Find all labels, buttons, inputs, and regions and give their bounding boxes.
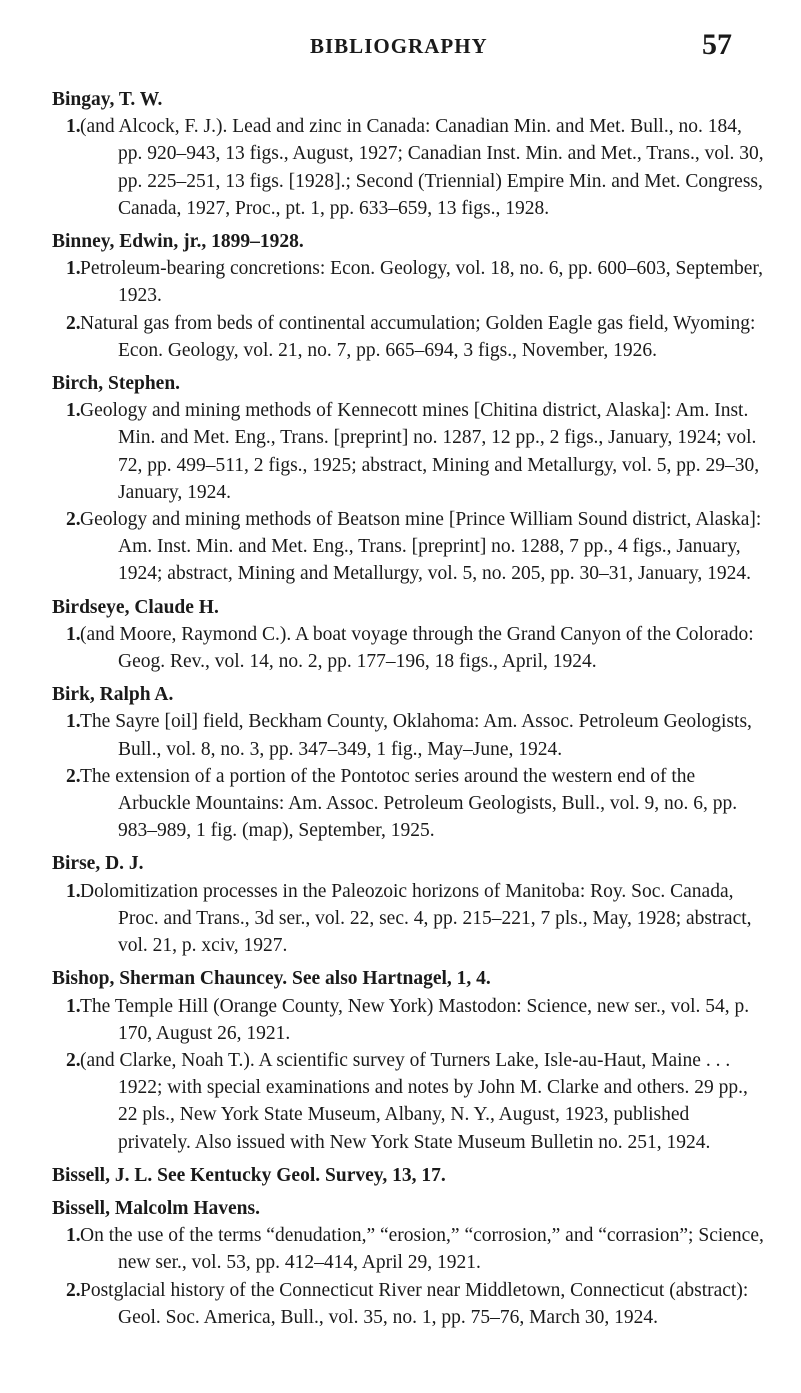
bibliography-entry (52, 1162, 764, 1189)
bibliography-entry (52, 965, 764, 1155)
entry-item (52, 1222, 764, 1276)
item-citation: Postglacial history of the Connecticut River near Middletown, Connecticut (abstract): Geol. Soc. America, Bull., vol. 35, no. 1, pp. 75–76, March 30, 1924. (80, 1279, 749, 1328)
entry-author: Bissell, J. L. See Kentucky Geol. Survey, 13, 17. (52, 1164, 446, 1186)
item-citation: (and Alcock, F. J.). Lead and zinc in Canada: Canadian Min. and Met. Bull., no. 184, pp. 920–943, 13 figs., August, 1927; Canadian Inst. Min. and Met., Trans., vol. 30, pp. 225–251, 13 figs. [1928].; Second (Triennial) Empire Min. and Met. Congress, Canada, 1927, Proc., pt. 1, pp. 633–659, 13 figs., 1928. (80, 116, 764, 219)
bibliography-entry (52, 850, 764, 959)
bibliography-entry (52, 86, 764, 222)
page-header (0, 30, 801, 70)
entry-author: Bishop, Sherman Chauncey. See also Hartnagel, 1, 4. (52, 968, 491, 990)
entry-item (52, 993, 764, 1047)
entry-author: Binney, Edwin, jr., 1899–1928. (52, 231, 304, 253)
entry-item (52, 397, 764, 506)
item-number: 1. (66, 623, 81, 645)
item-citation: (and Clarke, Noah T.). A scientific survey of Turners Lake, Isle-au-Haut, Maine . . . 1922; with special examinations and notes by John M. Clarke and others. 29 pp., 22 pls., New York State Museum, Albany, N. Y., August, 1923, published privately. Also issued with New York State Museum Bulletin no. 251, 1924. (80, 1049, 748, 1153)
item-citation: The Sayre [oil] field, Beckham County, Oklahoma: Am. Assoc. Petroleum Geologists, Bull., vol. 8, no. 3, pp. 347–349, 1 fig., May–June, 1924. (80, 711, 752, 760)
item-citation: (and Moore, Raymond C.). A boat voyage through the Grand Canyon of the Colorado: Geog. Rev., vol. 14, no. 2, pp. 177–196, 18 figs., April, 1924. (80, 623, 754, 673)
entry-item (52, 621, 764, 675)
entry-author: Birch, Stephen. (52, 373, 181, 395)
item-number: 1. (66, 711, 81, 733)
entry-item (52, 255, 764, 309)
bibliography-body (52, 86, 764, 1337)
entry-author: Birse, D. J. (52, 853, 144, 875)
item-citation: Petroleum-bearing concretions: Econ. Geology, vol. 18, no. 6, pp. 600–603, September, 1923. (80, 258, 764, 307)
entry-item (52, 1277, 764, 1331)
entry-item (52, 708, 764, 762)
item-number: 1. (66, 880, 81, 902)
entry-item (52, 878, 764, 960)
bibliography-entry (52, 370, 764, 588)
running-title: BIBLIOGRAPHY (310, 34, 488, 58)
item-number: 1. (66, 400, 81, 422)
bibliography-entry (52, 228, 764, 364)
page-number: 57 (702, 28, 732, 61)
entry-item (52, 113, 764, 222)
bibliography-entry (52, 594, 764, 676)
item-number: 1. (66, 1225, 81, 1247)
item-number: 2. (66, 509, 81, 531)
entry-item (52, 506, 764, 588)
entry-author: Birdseye, Claude H. (52, 596, 219, 618)
item-number: 1. (66, 258, 81, 280)
entry-item (52, 1047, 764, 1156)
bibliography-entry (52, 681, 764, 844)
item-citation: On the use of the terms “denudation,” “erosion,” “corrosion,” and “corrasion”; Science, new ser., vol. 53, pp. 412–414, April 29, 1921. (80, 1225, 764, 1274)
entry-author: Birk, Ralph A. (52, 684, 174, 706)
item-citation: Geology and mining methods of Beatson mine [Prince William Sound district, Alaska]: Am. Inst. Min. and Met. Eng., Trans. [preprint] no. 1288, 7 pp., 4 figs., January, 1924; abstract, Mining and Metallurgy, vol. 5, no. 205, pp. 30–31, January, 1924. (80, 509, 762, 585)
item-number: 2. (66, 765, 81, 787)
item-citation: Dolomitization processes in the Paleozoic horizons of Manitoba: Roy. Soc. Canada, Proc. and Trans., 3d ser., vol. 22, sec. 4, pp. 215–221, 7 pls., May, 1928; abstract, vol. 21, p. xciv, 1927. (80, 880, 752, 957)
item-number: 2. (66, 1049, 81, 1071)
item-citation: Natural gas from beds of continental accumulation; Golden Eagle gas field, Wyoming: Econ. Geology, vol. 21, no. 7, pp. 665–694, 3 figs., November, 1926. (80, 312, 756, 361)
entry-author: Bingay, T. W. (52, 89, 163, 110)
item-citation: The Temple Hill (Orange County, New York) Mastodon: Science, new ser., vol. 54, p. 170, August 26, 1921. (80, 995, 750, 1044)
entry-item (52, 763, 764, 845)
item-citation: The extension of a portion of the Pontotoc series around the western end of the Arbuckle Mountains: Am. Assoc. Petroleum Geologists, Bull., vol. 9, no. 6, pp. 983–989, 1 fig. (map), September, 1925. (80, 765, 738, 842)
item-number: 1. (66, 116, 81, 138)
item-number: 1. (66, 995, 81, 1017)
entry-author: Bissell, Malcolm Havens. (52, 1197, 260, 1219)
item-number: 2. (66, 312, 81, 334)
entry-item (52, 310, 764, 364)
item-number: 2. (66, 1279, 81, 1301)
item-citation: Geology and mining methods of Kennecott mines [Chitina district, Alaska]: Am. Inst. Min. and Met. Eng., Trans. [preprint] no. 1287, 12 pp., 2 figs., January, 1924; vol. 72, pp. 499–511, 2 figs., 1925; abstract, Mining and Metallurgy, vol. 5, pp. 29–30, January, 1924. (80, 400, 760, 503)
bibliography-entry (52, 1195, 764, 1331)
